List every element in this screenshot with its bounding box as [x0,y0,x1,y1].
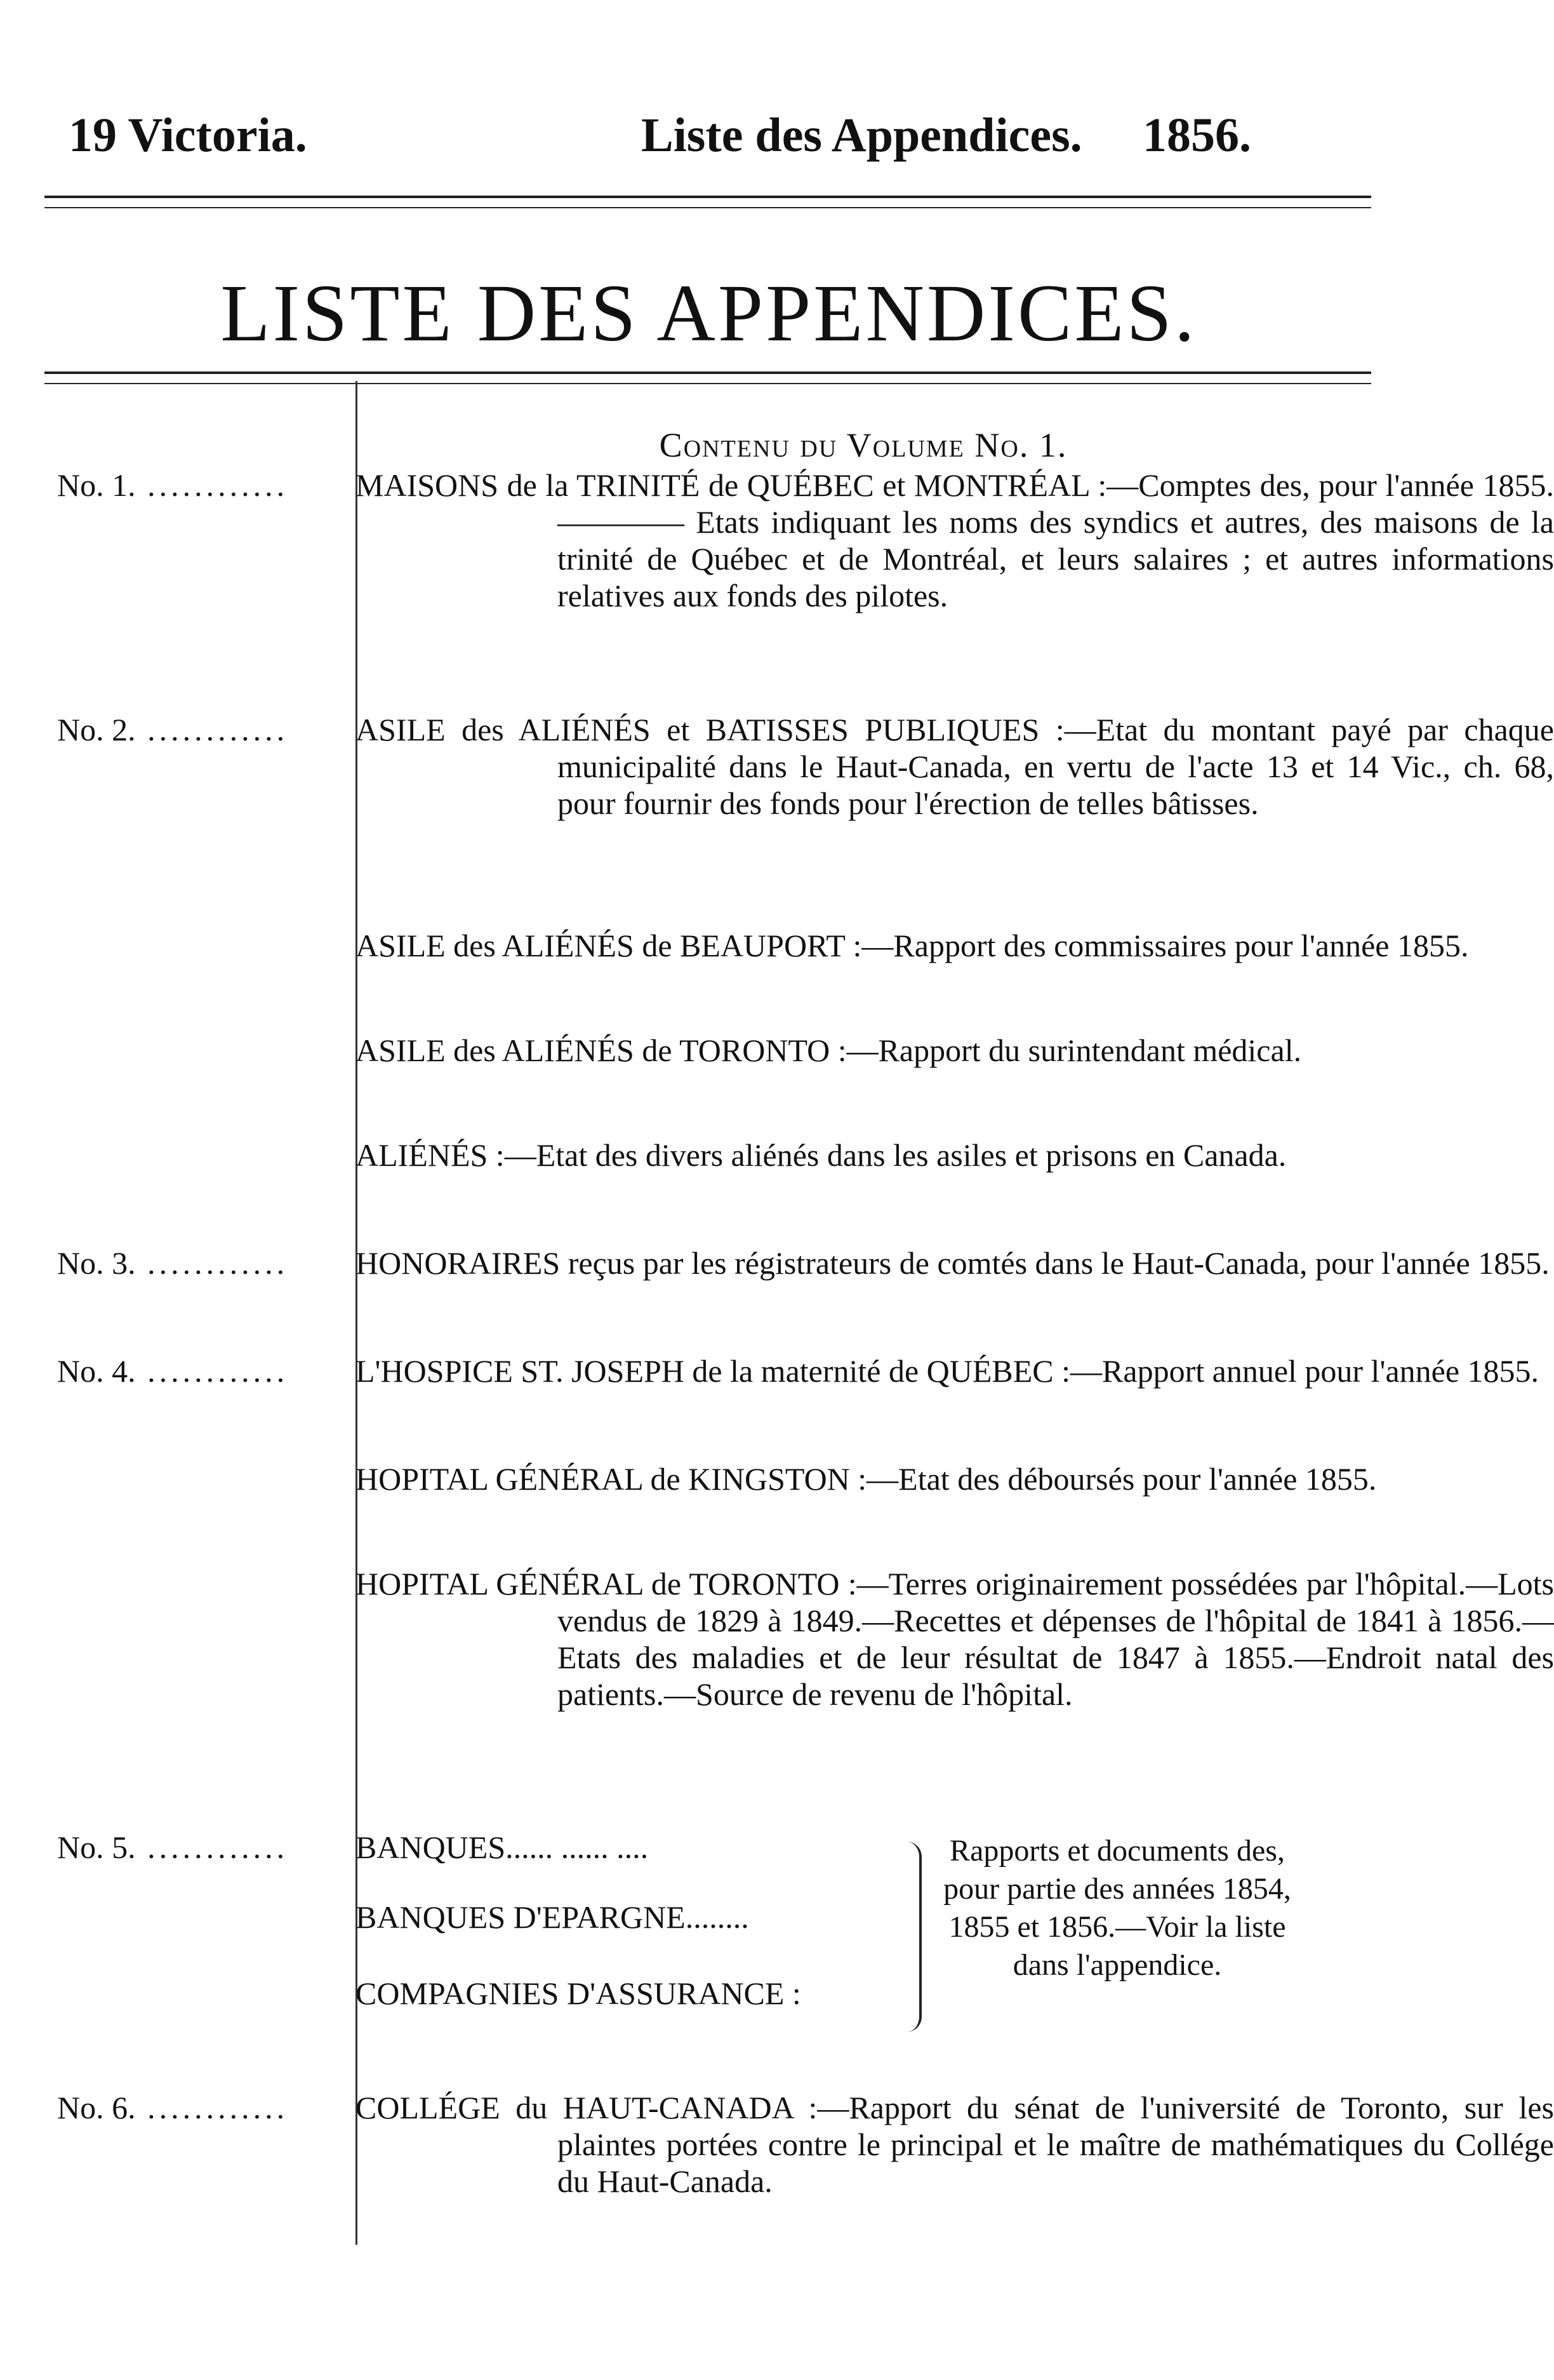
running-head [0,95,1418,171]
banks-note: Rapports et documents des, pour partie des années 1854, 1855 et 1856.—Voir la liste dans l'appendice. [943,1834,1291,1982]
savings-banks-line: BANQUES D'EPARGNE........ [355,1899,749,1935]
running-head-left: 19 Victoria. [69,109,307,162]
entry-text: L'HOSPICE ST. JOSEPH de la maternité de QUÉBEC :—Rapport annuel pour l'année 1855. [355,1353,1539,1389]
entry-text: ASILE des ALIÉNÉS de BEAUPORT :—Rapport des commissaires pour l'année 1855. [355,928,1469,963]
entry-number: No. 4. ............ [57,1353,289,1389]
entry-text: HONORAIRES reçus par les régistrateurs de comtés dans le Haut-Canada, pour l'année 1855. [355,1245,1550,1281]
insurance-companies-line: COMPAGNIES D'ASSURANCE : [355,1976,801,2011]
entry-text: MAISONS de la TRINITÉ de QUÉBEC et MONTRÉAL :—Comptes des, pour l'année 1855. ———— Etats indiquant les noms des syndics et autres, des maisons de la trinité de Québec et de Montréal, et leurs salaires ; et autres informations relatives aux fonds des pilotes. [355,467,1554,613]
brace [906,1842,922,2032]
column-divider [355,381,357,2245]
entry-text: ASILE des ALIÉNÉS de TORONTO :—Rapport du surintendant médical. [355,1033,1302,1068]
entry-text: ALIÉNÉS :—Etat des divers aliénés dans les asiles et prisons en Canada. [355,1137,1287,1173]
page-title: LISTE DES APPENDICES. [220,268,1197,358]
entry-number: No. 1. ............ [57,467,289,503]
entry-text: HOPITAL GÉNÉRAL de TORONTO :—Terres originairement possédées par l'hôpital.—Lots vendus de 1829 à 1849.—Recettes et dépenses de l'hôpital de 1841 à 1856.—Etats des maladies et de leur résultat de 1847 à 1855.—Endroit natal des patients.—Source de revenu de l'hôpital. [355,1566,1554,1712]
entry-number: No. 2. ............ [57,712,289,747]
entry-text: COLLÉGE du HAUT-CANADA :—Rapport du sénat de l'université de Toronto, sur les plaintes portées contre le principal et le maître de mathématiques du Collége du Haut-Canada. [355,2090,1554,2199]
banks-line: BANQUES...... ...... .... [355,1829,649,1865]
title-rule [44,371,1371,384]
header-rule [44,196,1371,208]
running-head-center: Liste des Appendices. [641,109,1082,162]
entry-number: No. 5. ............ [57,1829,289,1865]
entry-text: HOPITAL GÉNÉRAL de KINGSTON :—Etat des déboursés pour l'année 1855. [355,1461,1377,1497]
volume-heading: Contenu du Volume No. 1. [659,426,1068,464]
entry-number: No. 6. ............ [57,2090,289,2125]
entry-number: No. 3. ............ [57,1245,289,1281]
entry-text: ASILE des ALIÉNÉS et BATISSES PUBLIQUES :—Etat du montant payé par chaque municipalité dans le Haut-Canada, en vertu de l'acte 13 et 14 Vic., ch. 68, pour fournir des fonds pour l'érection de telles bâtisses. [355,712,1554,821]
running-head-right: 1856. [1143,109,1251,162]
